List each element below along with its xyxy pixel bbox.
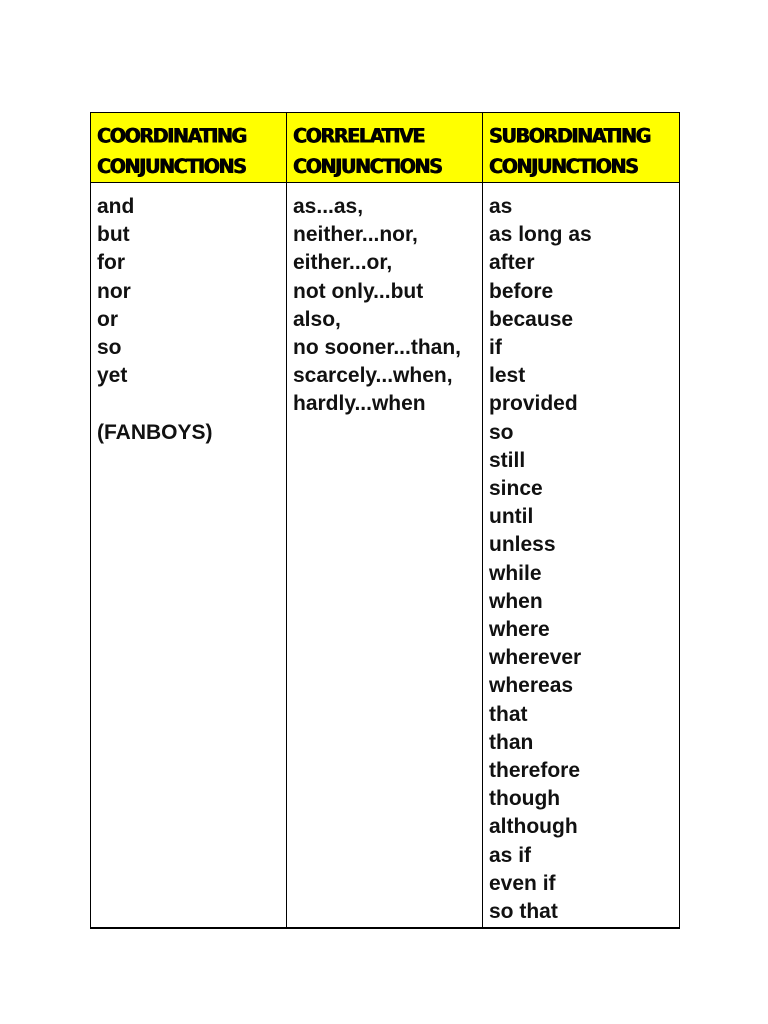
list-item: still (489, 448, 526, 472)
header-subordinating-line-1: SUBORDINATING (489, 124, 650, 148)
list-item: as long as (489, 223, 592, 247)
list-item: after (489, 251, 535, 275)
list-item: neither...nor, (293, 223, 418, 247)
list-item: nor (97, 279, 131, 303)
body-row (91, 183, 680, 929)
list-item: scarcely...when, (293, 364, 453, 388)
header-coordinating-line-2: CONJUNCTIONS (97, 155, 246, 179)
list-item: because (489, 307, 574, 331)
list-item: so (97, 336, 122, 360)
list-item: either...or, (293, 251, 393, 275)
list-item: so (489, 420, 514, 444)
list-item: though (489, 787, 561, 811)
fanboys-note: (FANBOYS) (97, 420, 213, 444)
list-item: as (489, 195, 513, 218)
subordinating-cell (483, 183, 680, 929)
list-item: for (97, 251, 125, 275)
list-item: or (97, 307, 118, 331)
list-item: yet (97, 364, 128, 388)
list-item: unless (489, 533, 556, 557)
subordinating-list (483, 183, 679, 926)
conjunctions-table (90, 112, 680, 929)
list-item: as...as, (293, 195, 364, 218)
list-item: hardly...when (293, 392, 426, 416)
list-item: while (489, 561, 542, 585)
coordinating-cell (91, 183, 287, 929)
header-subordinating-line-2: CONJUNCTIONS (489, 155, 638, 179)
list-item: so that (489, 900, 558, 924)
header-coordinating-line-1: COORDINATING (97, 124, 246, 148)
list-item: whereas (489, 674, 574, 698)
header-subordinating (483, 113, 680, 183)
list-item: since (489, 477, 543, 501)
list-gap (97, 390, 286, 418)
list-item: although (489, 815, 578, 839)
correlative-list (287, 183, 482, 419)
list-item: where (489, 618, 550, 642)
list-item: therefore (489, 759, 581, 783)
header-correlative (287, 113, 483, 183)
list-item: until (489, 505, 534, 529)
correlative-cell (287, 183, 483, 929)
list-item: lest (489, 364, 526, 388)
list-item: and (97, 195, 135, 218)
header-row (91, 113, 680, 183)
list-item: before (489, 279, 554, 303)
list-item: if (489, 336, 502, 360)
list-item: but (97, 223, 130, 247)
list-item: as if (489, 843, 532, 867)
header-correlative-line-1: CORRELATIVE (293, 124, 425, 148)
list-item: when (489, 589, 543, 613)
list-item: no sooner...than, (293, 336, 462, 360)
header-coordinating (91, 113, 287, 183)
header-correlative-line-2: CONJUNCTIONS (293, 155, 442, 179)
list-item: wherever (489, 646, 582, 670)
list-item: not only...but (293, 279, 424, 303)
list-item: provided (489, 392, 578, 416)
list-item: even if (489, 871, 556, 895)
list-item: than (489, 730, 534, 754)
list-item: that (489, 702, 528, 726)
list-item: also, (293, 307, 341, 331)
coordinating-list (91, 183, 286, 447)
